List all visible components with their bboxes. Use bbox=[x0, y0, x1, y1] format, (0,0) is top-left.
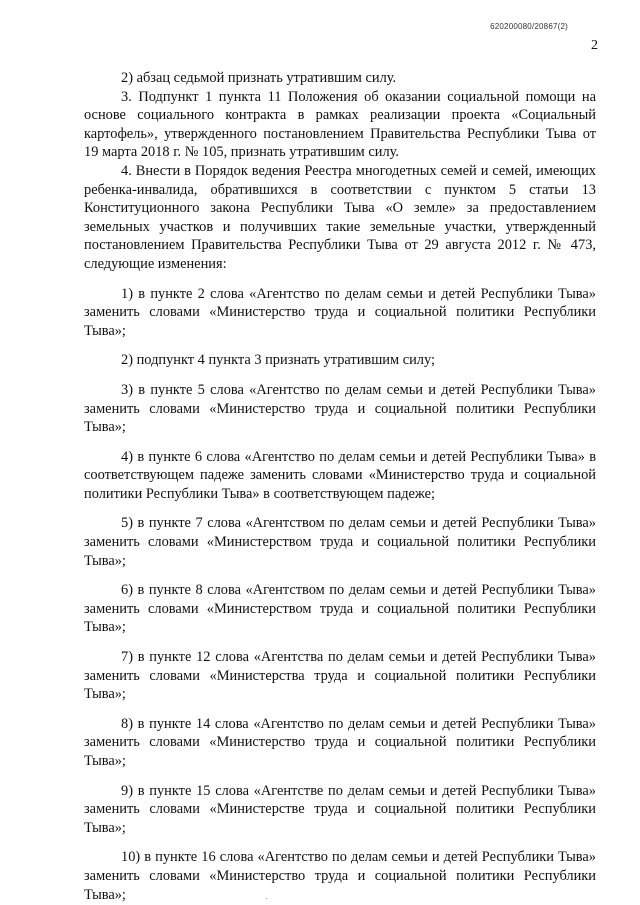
list-item-9: 9) в пункте 15 слова «Агентстве по делам семьи и детей Республики Тыва» заменить словами «Министерстве труда и социальной политики Республики Тыва»; bbox=[84, 782, 596, 836]
paragraph-item-2-abzac: 2) абзац седьмой признать утратившим силу. bbox=[121, 70, 397, 86]
paragraph-section-4: 4. Внести в Порядок ведения Реестра многодетных семей и семей, имеющих ребенка-инвалида, обратившихся в соответствии с пунктом 5 статьи 13 Конституционного закона Республики Тыва «О земле» за предоставлением земельных участков и получивших такие земельные участки, утвержденный постановлением Правительства Республики Тыва от 29 августа 2012 г. № 473, следующие изменения: bbox=[84, 162, 596, 272]
list-item-7: 7) в пункте 12 слова «Агентства по делам семьи и детей Республики Тыва» заменить словами «Министерства труда и социальной политики Республики Тыва»; bbox=[84, 649, 596, 703]
scan-speck bbox=[266, 898, 267, 899]
list-item-2: 2) подпункт 4 пункта 3 признать утратившим силу; bbox=[121, 352, 435, 369]
list-item-4: 4) в пункте 6 слова «Агентство по делам семьи и детей Республики Тыва» в соответствующем падеже заменить словами «Министерство труда и социальной политики Республики Тыва» в соответствующем падеже; bbox=[84, 448, 596, 502]
page-number: 2 bbox=[591, 38, 598, 53]
document-code: 620200080/20867(2) bbox=[490, 22, 568, 31]
list-item-8: 8) в пункте 14 слова «Агентство по делам семьи и детей Республики Тыва» заменить словами «Министерство труда и социальной политики Республики Тыва»; bbox=[84, 715, 596, 769]
list-item-1: 1) в пункте 2 слова «Агентство по делам семьи и детей Республики Тыва» заменить словами «Министерство труда и социальной политики Республики Тыва»; bbox=[84, 285, 596, 339]
paragraph-section-3: 3. Подпункт 1 пункта 11 Положения об оказании социальной помощи на основе социального контракта в рамках реализации проекта «Социальный картофель», утвержденного постановлением Правительства Республики Тыва от 19 марта 2018 г. № 105, признать утратившим силу. bbox=[84, 88, 596, 161]
document-body bbox=[84, 69, 596, 904]
list-item-3: 3) в пункте 5 слова «Агентство по делам семьи и детей Республики Тыва» заменить словами «Министерство труда и социальной политики Республики Тыва»; bbox=[84, 381, 596, 436]
list-item-6: 6) в пункте 8 слова «Агентством по делам семьи и детей Республики Тыва» заменить словами «Министерством труда и социальной политики Республики Тыва»; bbox=[84, 582, 596, 636]
list-item-10: 10) в пункте 16 слова «Агентство по делам семьи и детей Республики Тыва» заменить словами «Министерство труда и социальной политики Республики Тыва»; bbox=[84, 849, 596, 903]
list-item-5: 5) в пункте 7 слова «Агентством по делам семьи и детей Республики Тыва» заменить словами «Министерством труда и социальной политики Республики Тыва»; bbox=[84, 515, 596, 569]
